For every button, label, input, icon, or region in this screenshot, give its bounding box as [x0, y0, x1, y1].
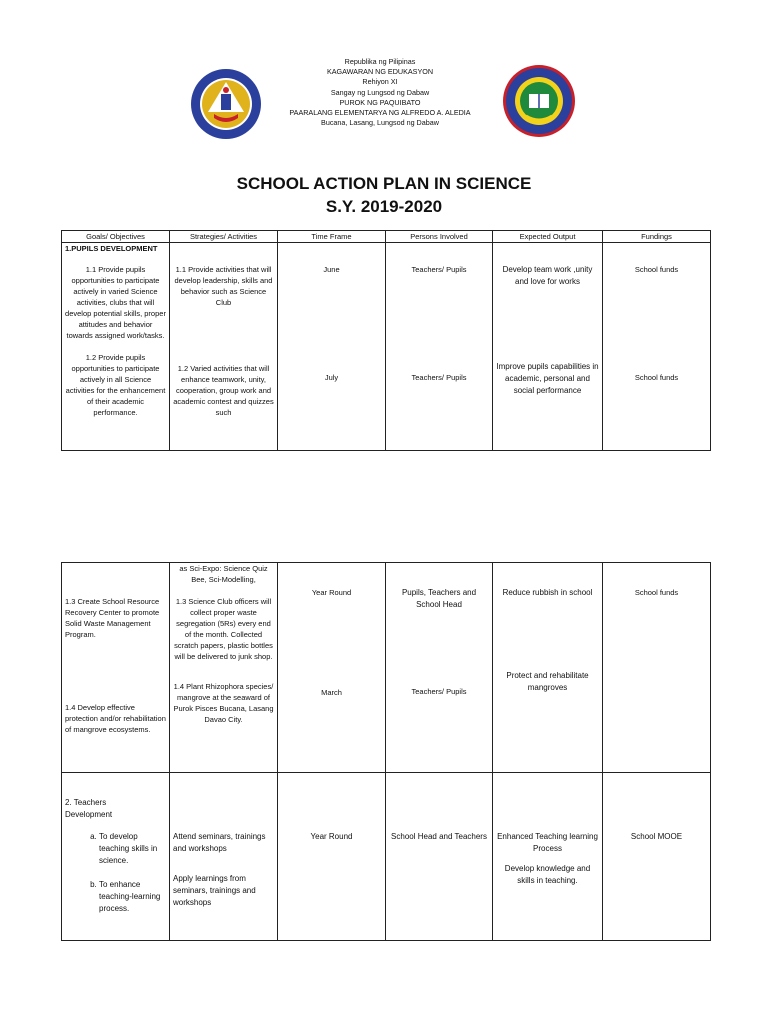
school-year-title: S.Y. 2019-2020 — [325, 197, 443, 216]
persons-text: Pupils, Teachers and School Head — [401, 588, 477, 609]
goal-text: 1.4 Develop effective protection and/or rehabilitation of mangrove ecosystems. — [65, 703, 166, 734]
persons-cell — [386, 563, 493, 773]
header-line: Republika ng Pilipinas — [344, 57, 416, 66]
column-header: Fundings — [603, 231, 711, 243]
persons-cell — [386, 773, 493, 941]
persons-text: Teachers/ Pupils — [411, 373, 467, 382]
persons-cell — [386, 243, 493, 451]
header-line: PUROK NG PAQUIBATO — [339, 97, 421, 107]
funding-text: School funds — [634, 588, 679, 597]
time-cell — [278, 563, 386, 773]
output-text: Reduce rubbish in school — [502, 588, 593, 597]
output-text: Develop knowledge and skills in teaching. — [504, 864, 591, 885]
list-item: a. To develop teaching skills in science. — [99, 831, 166, 867]
time-text: March — [321, 688, 342, 697]
time-text: Year Round — [311, 588, 352, 597]
strategy-text: Apply learnings from seminars, trainings and workshops — [173, 874, 256, 907]
output-text: Enhanced Teaching learning Process — [497, 832, 598, 853]
table-row — [62, 243, 711, 451]
strategy-cell — [170, 563, 278, 773]
table-row — [62, 773, 711, 941]
table-header-row — [62, 231, 711, 243]
goal-list — [65, 831, 166, 915]
section-title: 2. Teachers Development — [65, 798, 113, 819]
goal-cell — [62, 773, 170, 941]
time-text: July — [324, 373, 339, 382]
strategy-text: 1.1 Provide activities that will develop leadership, skills and behavior such as Science Club — [174, 265, 273, 307]
funding-text: School funds — [634, 265, 679, 274]
strategy-text: 1.2 Varied activities that will enhance teamwork, unity, cooperation, group work and academic contest and quizzes such — [173, 364, 274, 417]
funding-cell — [603, 243, 711, 451]
header-line: KAGAWARAN NG EDUKASYON — [326, 67, 434, 77]
output-text: Develop team work ,unity and love for works — [502, 265, 593, 286]
strategy-text: as Sci-Expo: Science Quiz Bee, Sci-Modelling, — [179, 564, 268, 584]
funding-cell — [603, 563, 711, 773]
goal-text: 1.1 Provide pupils opportunities to participate actively in varied Science activities, clubs that will develop potential skills, proper attitudes and behavior towards assigned work/tasks. — [65, 265, 166, 340]
time-text: June — [323, 265, 340, 274]
goal-text: 1.2 Provide pupils opportunities to participate actively in all Science activities for the enhancement of their academic performance. — [65, 353, 166, 417]
header-line: PAARALANG ELEMENTARYA NG ALFREDO A. ALEDIA — [289, 108, 471, 118]
strategy-text: 1.4 Plant Rhizophora species/ mangrove at the seaward of Purok Pisces Bucana, Lasang Davao City. — [173, 682, 274, 724]
persons-text: Teachers/ Pupils — [411, 687, 467, 696]
strategy-cell — [170, 773, 278, 941]
funding-cell — [603, 773, 711, 941]
persons-text: Teachers/ Pupils — [411, 265, 467, 274]
table-row — [62, 563, 711, 773]
header-line: Bucana, Lasang, Lungsod ng Dabaw — [321, 118, 439, 128]
output-cell — [493, 243, 603, 451]
section-title: 1.PUPILS DEVELOPMENT — [65, 244, 158, 253]
persons-text: School Head and Teachers — [391, 832, 487, 841]
action-plan-table-page2 — [61, 562, 711, 941]
output-cell — [493, 563, 603, 773]
strategy-text: 1.3 Science Club officers will collect proper waste segregation (5Rs) every end of the month. Collected scratch papers, plastic bottles will be delivered to junk shop. — [174, 597, 273, 661]
time-text: Year Round — [310, 832, 353, 841]
header-line: Sangay ng Lungsod ng Dabaw — [330, 87, 430, 97]
output-text: Protect and rehabilitate mangroves — [506, 671, 589, 692]
header-line: Rehiyon XI — [362, 77, 398, 87]
column-header: Goals/ Objectives — [62, 231, 170, 243]
time-cell — [278, 773, 386, 941]
funding-text: School MOOE — [630, 832, 683, 841]
action-plan-table-page1 — [61, 230, 711, 451]
goal-cell — [62, 563, 170, 773]
output-text: Improve pupils capabilities in academic, personal and social performance — [496, 362, 599, 395]
school-seal — [502, 64, 576, 138]
column-header: Strategies/ Activities — [170, 231, 278, 243]
list-item: b. To enhance teaching-learning process. — [99, 879, 166, 915]
column-header: Persons Involved — [386, 231, 493, 243]
strategy-text: Attend seminars, trainings and workshops — [173, 832, 266, 853]
strategy-cell — [170, 243, 278, 451]
column-header: Expected Output — [493, 231, 603, 243]
output-cell — [493, 773, 603, 941]
funding-text: School funds — [634, 373, 679, 382]
school-header — [250, 57, 510, 128]
document-title: SCHOOL ACTION PLAN IN SCIENCE — [236, 174, 532, 193]
goal-text: 1.3 Create School Resource Recovery Center to promote Solid Waste Management Program. — [65, 597, 160, 639]
goal-cell — [62, 243, 170, 451]
column-header: Time Frame — [278, 231, 386, 243]
time-cell — [278, 243, 386, 451]
